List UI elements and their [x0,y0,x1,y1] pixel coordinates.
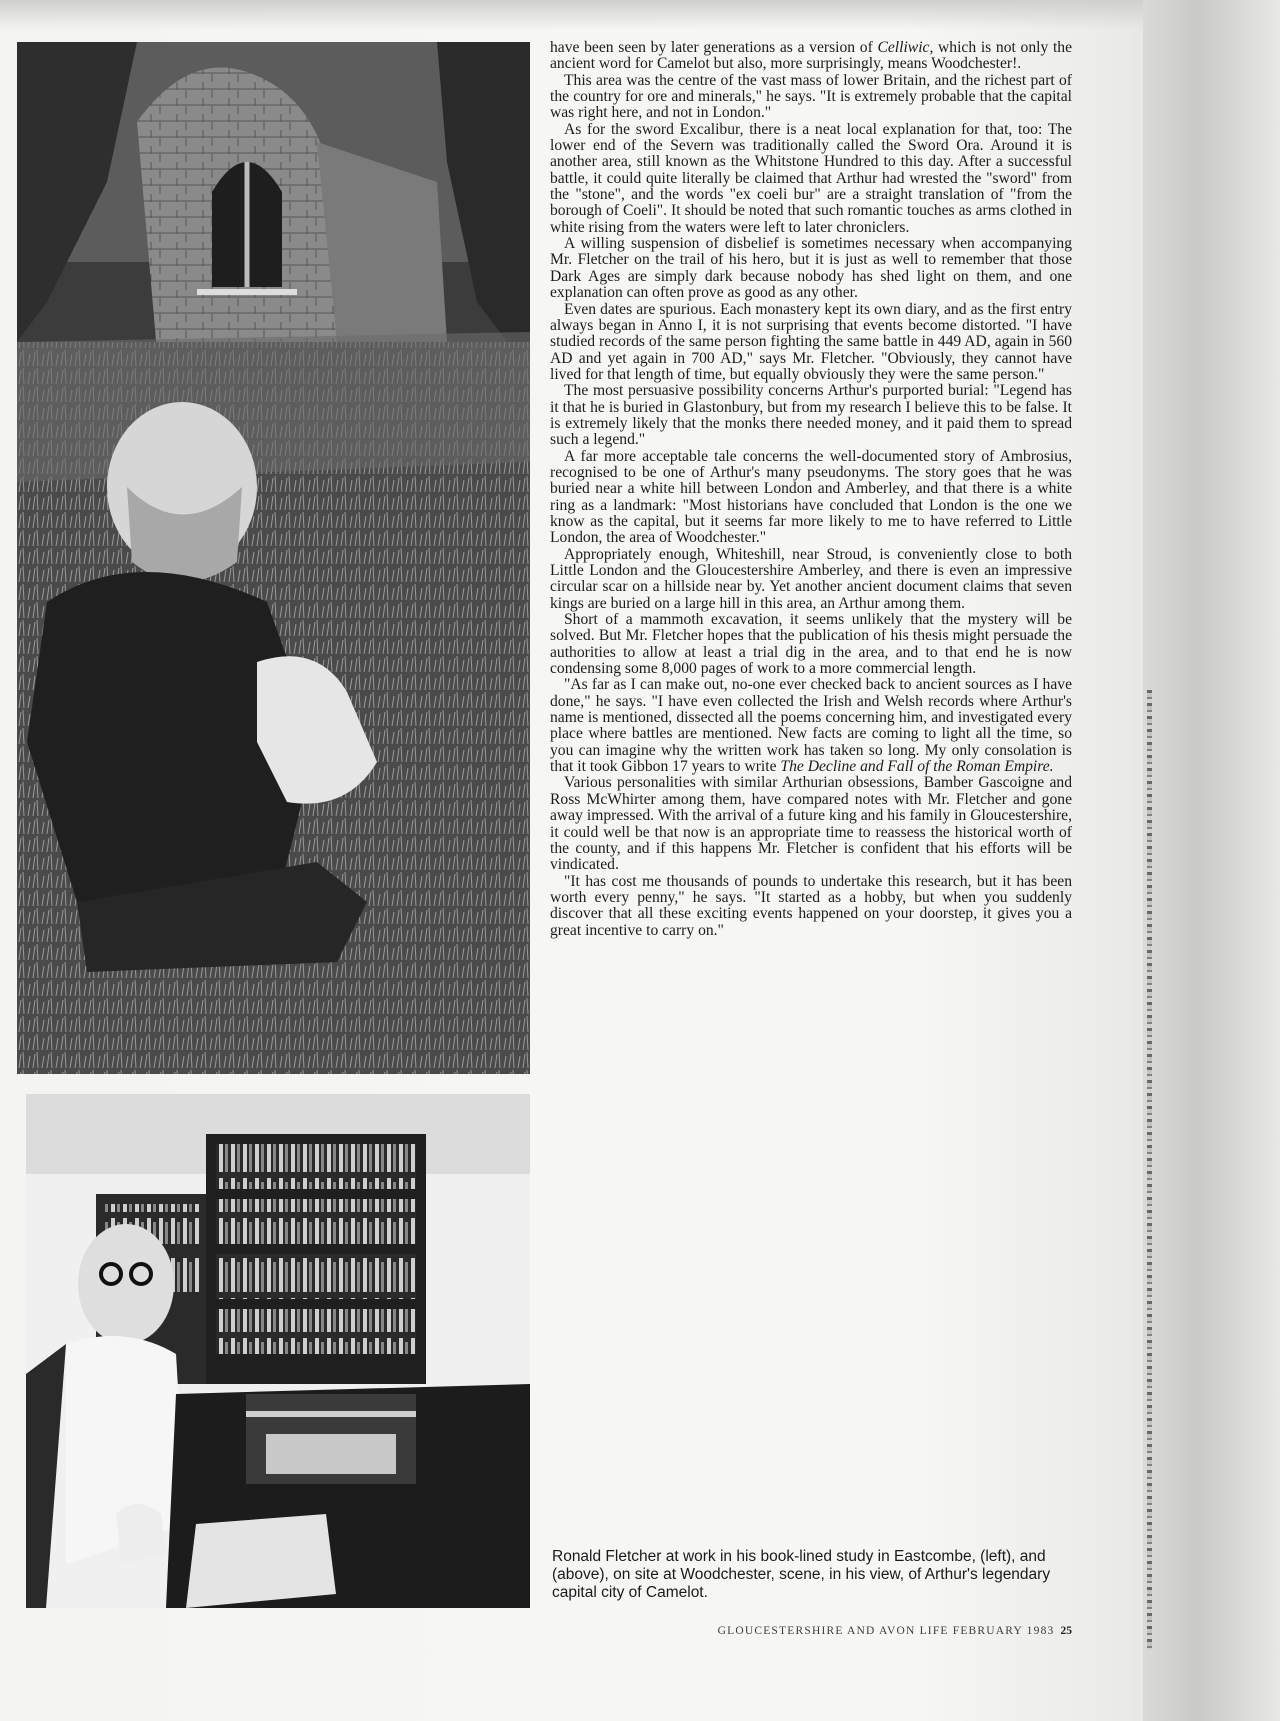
article-paragraph [550,40,1072,73]
paragraph-text: which is not only the ancient word for Camelot but also, more surprisingly, means Woodchester!. [550,39,1072,73]
scan-shadow [0,0,1280,30]
article-paragraph: A far more acceptable tale concerns the well-documented story of Ambrosius, recognised to be one of Arthur's many pseudonyms. The story goes that he was buried near a white hill between London and Amberley, and that there is a white ring as a landmark: "Most historians have concluded that London is the one we know as the capital, but it seems far more likely to me to have referred to Little London, the area of Woodchester." [550,447,1072,547]
article-paragraph: "It has cost me thousands of pounds to undertake this research, but it has been worth every penny," he says. "It started as a hobby, but when you suddenly discover that all these exciting events happened on your doorstep, it gives you a great incentive to carry on." [550,872,1072,939]
photo-study-eastcombe [26,1094,530,1608]
article-paragraph: The most persuasive possibility concerns Arthur's purported burial: "Legend has it that he is buried in Glastonbury, but from my research I believe this to be false. It is extremely likely that the monks there needed money, and it paid them to spread such a legend." [550,382,1072,449]
photo-site-woodchester [17,42,530,1074]
book-title: The Decline and Fall of the Roman Empire. [780,758,1054,776]
italic-term: Celliwic, [877,39,934,56]
page-edge-margin [1143,0,1280,1721]
photo-caption: Ronald Fletcher at work in his book-lined study in Eastcombe, (left), and (above), on site at Woodchester, scene, in his view, of Arthur's legendary capital city of Camelot. [552,1548,1051,1601]
article-body [550,40,1072,939]
article-paragraph: Appropriately enough, Whiteshill, near Stroud, is conveniently close to both Little London and the Gloucestershire Amberley, and there is even an impressive circular scar on a hillside near by. Yet another ancient document claims that seven kings are buried on a large hill in this area, an Arthur among them. [550,545,1072,612]
paragraph-text: have been seen by later generations as a version of [550,39,873,56]
article-paragraph: As for the sword Excalibur, there is a neat local explanation for that, too: The lower end of the Severn was traditionally called the Sword Ora. Around it is another area, still known as the Whitstone Hundred to this day. After a successful battle, it could quite literally be claimed that Arthur had wrested the "sword" from the "stone", and the words "ex coeli bur" are a straight translation of "from the borough of Coeli". It should be noted that such romantic touches as arms clothed in white rising from the waters were left to later chroniclers. [550,120,1072,236]
article-paragraph: Short of a mammoth excavation, it seems unlikely that the mystery will be solved. But Mr. Fletcher hopes that the publication of his thesis might persuade the authorities to allow at least a trial dig in the area, and to that end he is now condensing some 8,000 pages of work to a more commercial length. [550,611,1072,678]
paragraph-text: "As far as I can make out, no-one ever checked back to ancient sources as I have done," he says. "I have even collected the Irish and Welsh records where Arthur's name is mentioned, dissected all the poems concerning him, and investigated every place where battles are mentioned. New facts are coming to light all the time, so you can imagine why the written work has taken so long. My only consolation is that it took Gibbon 17 years to write [550,676,1072,776]
article-paragraph [550,677,1072,775]
article-paragraph: A willing suspension of disbelief is sometimes necessary when accompanying Mr. Fletcher on the trail of his hero, but it is just as well to remember that those Dark Ages are simply dark because nobody has shed light on them, and one explanation can often prove as good as any other. [550,235,1072,302]
article-paragraph: Various personalities with similar Arthurian obsessions, Bamber Gascoigne and Ross McWhirter among them, have compared notes with Mr. Fletcher and gone away impressed. With the arrival of a future king and his family in Gloucestershire, it could well be that now is an appropriate time to reassess the historical worth of the county, and if this happens Mr. Fletcher is confident that his efforts will be vindicated. [550,774,1072,874]
article-paragraph: Even dates are spurious. Each monastery kept its own diary, and as the first entry always began in Anno I, it is not surprising that events become distorted. "I have studied records of the same person fighting the same battle in 449 AD, again in 560 AD and yet again in 700 AD," says Mr. Fletcher. "Obviously, they cannot have lived for that length of time, but equally obviously they were the same person." [550,300,1072,383]
page-footer [620,1625,1072,1637]
article-paragraph: This area was the centre of the vast mass of lower Britain, and the richest part of the country for ore and minerals," he says. "It is extremely probable that the capital was right here, and not in London." [550,71,1072,122]
scan-edge-artifact [1147,690,1152,1650]
page-number: 25 [1060,1625,1072,1637]
running-head: GLOUCESTERSHIRE AND AVON LIFE FEBRUARY 1983 [717,1625,1055,1637]
